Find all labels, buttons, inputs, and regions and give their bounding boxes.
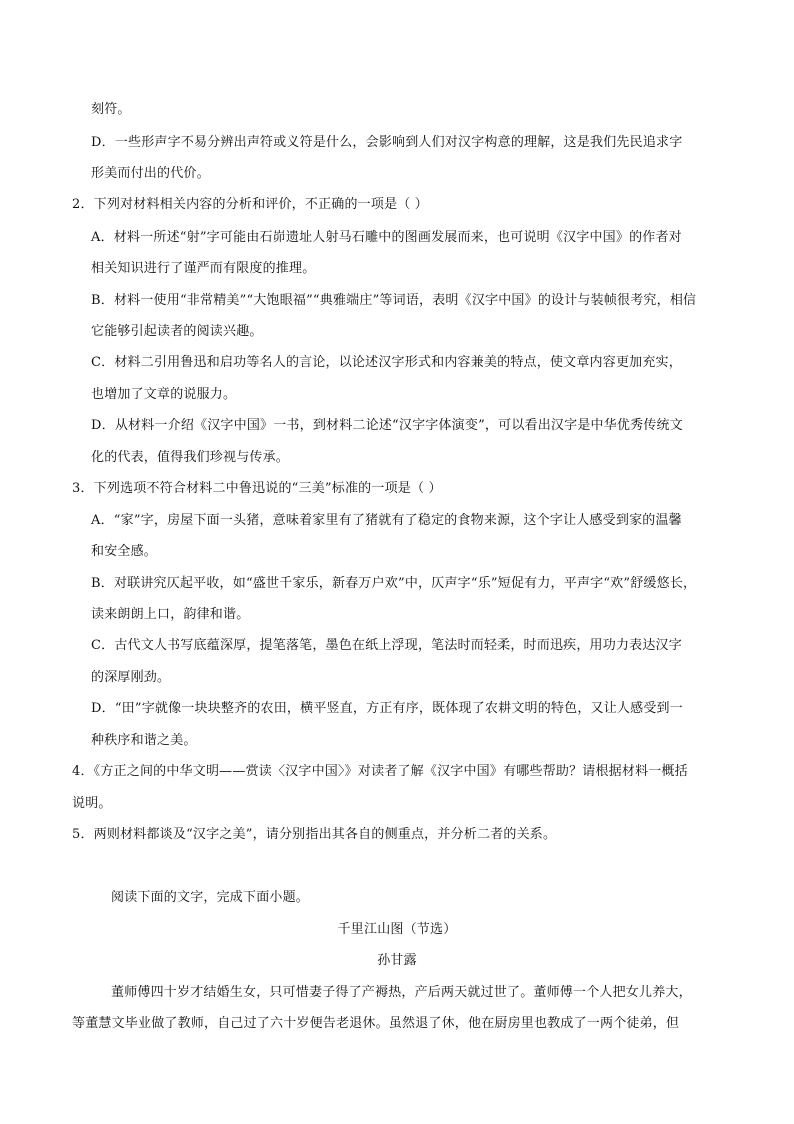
option-b-line: B．材料一使用“非常精美”“大饱眼福”“典雅端庄”等词语，表明《汉字中国》的设计与装帧很考究，相信 — [91, 293, 697, 308]
text-line: 刻符。 — [91, 102, 131, 117]
text-line: 它能够引起读者的阅读兴趣。 — [91, 324, 263, 339]
option-d-line: D．从材料一介绍《汉字中国》一书，到材料二论述“汉字字体演变”，可以看出汉字是中华优秀传统文 — [91, 418, 683, 433]
article-author: 孙甘露 — [377, 953, 417, 968]
question-4: 4．《方正之间的中华文明——赏读〈汉字中国〉》对读者了解《汉字中国》有哪些帮助？请根据材料一概括 — [72, 764, 688, 779]
option-b-line: B．对联讲究仄起平收，如“盛世千家乐，新春万户欢”中，仄声字“乐”短促有力，平声字“欢”舒缓悠长， — [91, 576, 697, 591]
option-d-line: D．一些形声字不易分辨出声符或义符是什么，会影响到人们对汉字构意的理解，这是我们先民追求字 — [91, 135, 683, 150]
text-line: 读来朗朗上口，韵律和谐。 — [91, 607, 250, 622]
option-c-line: C．材料二引用鲁迅和启功等名人的言论，以论述汉字形式和内容兼美的特点，使文章内容更加充实， — [91, 355, 682, 370]
text-line: 相关知识进行了谨严而有限度的推理。 — [91, 261, 316, 276]
text-line: 形美而付出的代价。 — [91, 166, 210, 181]
paragraph-line: 董师傅四十岁才结婚生女，只可惜妻子得了产褥热，产后两天就过世了。董师傅一个人把女儿养大， — [111, 985, 692, 1000]
paragraph-line: 等董慧文毕业做了教师，自己过了六十岁便告老退休。虽然退了休，他在厨房里也教成了一两个徒弟，但 — [72, 1016, 680, 1031]
text-line: 和安全感。 — [91, 544, 158, 559]
article-title: 千里江山图（节选） — [337, 922, 457, 937]
text-line: 化的代表，值得我们珍视与传承。 — [91, 450, 290, 465]
text-line: 的深厚刚劲。 — [91, 670, 171, 685]
option-c-line: C．古代文人书写底蕴深厚，提笔落笔，墨色在纸上浮现，笔法时而轻柔，时而迅疾，用功力表达汉字 — [91, 638, 682, 653]
text-line: 种秩序和谐之美。 — [91, 733, 197, 748]
question-2: 2．下列对材料相关内容的分析和评价，不正确的一项是（ ） — [72, 197, 429, 212]
reading-instruction: 阅读下面的文字，完成下面小题。 — [111, 890, 310, 905]
question-3: 3．下列选项不符合材料二中鲁迅说的“三美”标准的一项是（ ） — [72, 481, 442, 496]
text-line: 说明。 — [72, 796, 112, 811]
option-a-line: A．“家”字，房屋下面一头猪，意味着家里有了猪就有了稳定的食物来源，这个字让人感受到家的温馨 — [91, 513, 682, 528]
text-line: 也增加了文章的说服力。 — [91, 387, 237, 402]
option-d-line: D．“田”字就像一块块整齐的农田，横平竖直，方正有序，既体现了农耕文明的特色，又让人感受到一 — [91, 701, 683, 716]
option-a-line: A．材料一所述“射”字可能由石峁遗址人射马石雕中的图画发展而来，也可说明《汉字中国》的作者对 — [91, 230, 682, 245]
question-5: 5．两则材料都谈及“汉字之美”，请分别指出其各自的侧重点，并分析二者的关系。 — [72, 827, 557, 842]
